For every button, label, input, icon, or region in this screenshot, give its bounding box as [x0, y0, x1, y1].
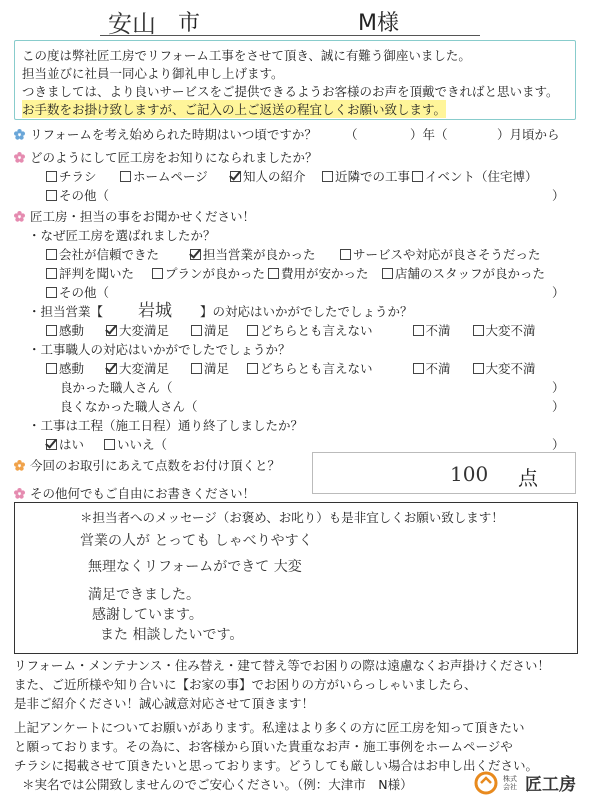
q2-option-neighborhood[interactable]: 近隣での工事 [322, 167, 410, 185]
q3-why-chosen: ・なぜ匠工房を選ばれましたか？ [28, 228, 216, 243]
question-3 [14, 207, 255, 225]
footer-line-4: ＊実名では公開致しませんのでご安心ください。（例：大津市 N様） [22, 777, 413, 792]
flower-orange-icon [14, 460, 25, 471]
comment-box-title: ＊担当者へのメッセージ（お褒め、お叱り）も是非宜しくお願い致します！ [80, 510, 504, 525]
good-craftsmen-label: 良かった職人さん（ [60, 380, 173, 395]
q3-schedule: ・工事は工程（施工日程）通り終了しましたか？ [28, 418, 304, 433]
q3-craftsmen: ・工事職人の対応はいかがでしたでしょうか？ [28, 342, 291, 357]
flower-blue-icon [14, 129, 25, 140]
intro-line-2: 担当並びに社員一同心より御礼申し上げます。 [22, 66, 284, 81]
logo-text: 匠工房 [524, 775, 576, 795]
schedule-yes[interactable]: はい [46, 435, 84, 453]
checkbox[interactable] [46, 171, 57, 182]
reason-sales[interactable]: 担当営業が良かった [190, 245, 316, 263]
craft-rating-row [46, 359, 536, 377]
sales-rep-name-handwritten: 岩城 [138, 301, 172, 321]
question-1 [14, 125, 317, 143]
question-5 [14, 484, 255, 502]
question-1-text: リフォームを考え始められた時期はいつ頃ですか？ [30, 127, 317, 142]
question-4 [14, 456, 280, 474]
rating-kando[interactable]: 感動 [46, 361, 84, 376]
company-logo [473, 770, 576, 795]
flower-pink-icon [14, 488, 25, 499]
comment-line-3: 満足できました。 [88, 587, 200, 603]
reason-trust[interactable]: 会社が信頼できた [46, 245, 159, 263]
checkbox-checked[interactable] [230, 171, 241, 182]
q2-option-acquaintance[interactable]: 知人の紹介 [230, 167, 306, 185]
checkbox[interactable] [46, 287, 57, 298]
intro-line-1: この度は弊社匠工房でリフォーム工事をさせて頂き、誠に有難う御座いました。 [22, 48, 471, 63]
referral-line-1: リフォーム・メンテナンス・住み替え・建て替え等でお困りの際は遠慮なくお声掛けください！ [14, 658, 550, 673]
question-2 [14, 148, 318, 166]
rating-very-dissatisfied[interactable]: 大変不満 [473, 361, 536, 376]
rating-kando[interactable]: 感動 [46, 323, 84, 338]
rating-neutral[interactable]: どちらとも言えない [247, 361, 373, 376]
checkbox[interactable] [46, 268, 57, 279]
logo-mark-icon [473, 771, 499, 795]
q2-option-other[interactable]: その他（ [46, 186, 109, 204]
flower-pink-icon [14, 211, 25, 222]
checkbox[interactable] [120, 171, 131, 182]
rating-dissatisfied[interactable]: 不満 [413, 361, 451, 376]
reason-other[interactable]: その他（ [46, 283, 109, 301]
rating-dissatisfied[interactable]: 不満 [413, 323, 451, 338]
reason-staff[interactable]: 店舗のスタッフが良かった [382, 264, 545, 282]
sales-rating-row [46, 321, 536, 339]
reason-service[interactable]: サービスや対応が良さそうだった [340, 245, 541, 263]
question-4-text: 今回のお取引にあえて点数をお付け頂くと？ [30, 458, 281, 473]
checkbox[interactable] [46, 249, 57, 260]
checkbox[interactable] [152, 268, 163, 279]
rating-very-satisfied[interactable]: 大変満足 [106, 361, 169, 376]
q2-option-flyer[interactable]: チラシ [46, 167, 97, 185]
q1-month-label: ）月頃から [497, 127, 560, 142]
checkbox[interactable] [340, 249, 351, 260]
footer-line-3: チラシに掲載させて頂きたいと思っております。どうしても厳しい場合はお申し出ください。 [14, 758, 539, 773]
checkbox[interactable] [104, 439, 115, 450]
comment-line-2: 無理なくリフォームができて 大変 [88, 559, 302, 575]
customer-city-handwritten: 安山 [108, 10, 156, 38]
schedule-no[interactable]: いいえ（ [104, 435, 167, 453]
intro-line-4-highlighted: お手数をお掛け致しますが、ご記入の上ご返送の程宜しくお願い致します。 [22, 102, 447, 117]
footer-line-2: と願っております。その為に、お客様から頂いた貴重なお声・施工事例をホームページや [14, 739, 513, 754]
comment-line-1: 営業の人が とっても しゃべりやすく [80, 533, 313, 549]
q3-sales-prefix: ・担当営業【 [28, 304, 104, 319]
reason-cost[interactable]: 費用が安かった [268, 264, 369, 282]
q3-sales-suffix: 】の対応はいかがでしたでしょうか？ [200, 304, 413, 319]
checkbox-checked[interactable] [46, 439, 57, 450]
checkbox-checked[interactable] [190, 249, 201, 260]
q1-year-open: （ [345, 127, 358, 142]
rating-satisfied[interactable]: 満足 [191, 361, 229, 376]
referral-line-3: 是非ご紹介ください！誠心誠意対応させて頂きます！ [14, 696, 315, 711]
q2-option-event[interactable]: イベント（住宅博） [412, 167, 538, 185]
rating-very-dissatisfied[interactable]: 大変不満 [473, 323, 536, 338]
footer-line-1: 上記アンケートについてお願いがあります。私達はより多くの方に匠工房を知って頂きたい [14, 720, 525, 735]
checkbox[interactable] [322, 171, 333, 182]
city-suffix: 市 [178, 11, 201, 36]
score-unit: 点 [518, 466, 538, 490]
checkbox[interactable] [382, 268, 393, 279]
flower-pink-icon [14, 152, 25, 163]
logo-small-text: 株式会社 [502, 774, 517, 791]
intro-line-3: つきましては、より良いサービスをご提供できるようお客様のお声を頂戴できればと思います。 [22, 84, 559, 99]
comment-line-4: 感謝しています。 [92, 607, 203, 623]
reason-plan[interactable]: プランが良かった [152, 264, 265, 282]
rating-very-satisfied[interactable]: 大変満足 [106, 323, 169, 338]
bad-craftsmen-label: 良くなかった職人さん（ [60, 399, 198, 414]
checkbox[interactable] [268, 268, 279, 279]
question-5-text: その他何でもご自由にお書きください！ [30, 486, 256, 501]
question-2-text: どのようにして匠工房をお知りになられましたか？ [30, 150, 318, 165]
checkbox[interactable] [46, 190, 57, 201]
question-3-text: 匠工房・担当の事をお聞かせください！ [30, 209, 256, 224]
referral-line-2: また、ご近所様や知り合いに【お家の事】でお困りの方がいらっしゃいましたら、 [14, 677, 477, 692]
customer-honorific: M様 [358, 11, 399, 36]
reason-reputation[interactable]: 評判を聞いた [46, 264, 134, 282]
checkbox[interactable] [412, 171, 423, 182]
rating-neutral[interactable]: どちらとも言えない [247, 323, 373, 338]
q1-year-label: ）年（ [410, 127, 448, 142]
q2-option-homepage[interactable]: ホームページ [120, 167, 208, 185]
rating-satisfied[interactable]: 満足 [191, 323, 229, 338]
score-value-handwritten: 100 [450, 462, 489, 486]
comment-line-5: また 相談したいです。 [100, 627, 244, 643]
